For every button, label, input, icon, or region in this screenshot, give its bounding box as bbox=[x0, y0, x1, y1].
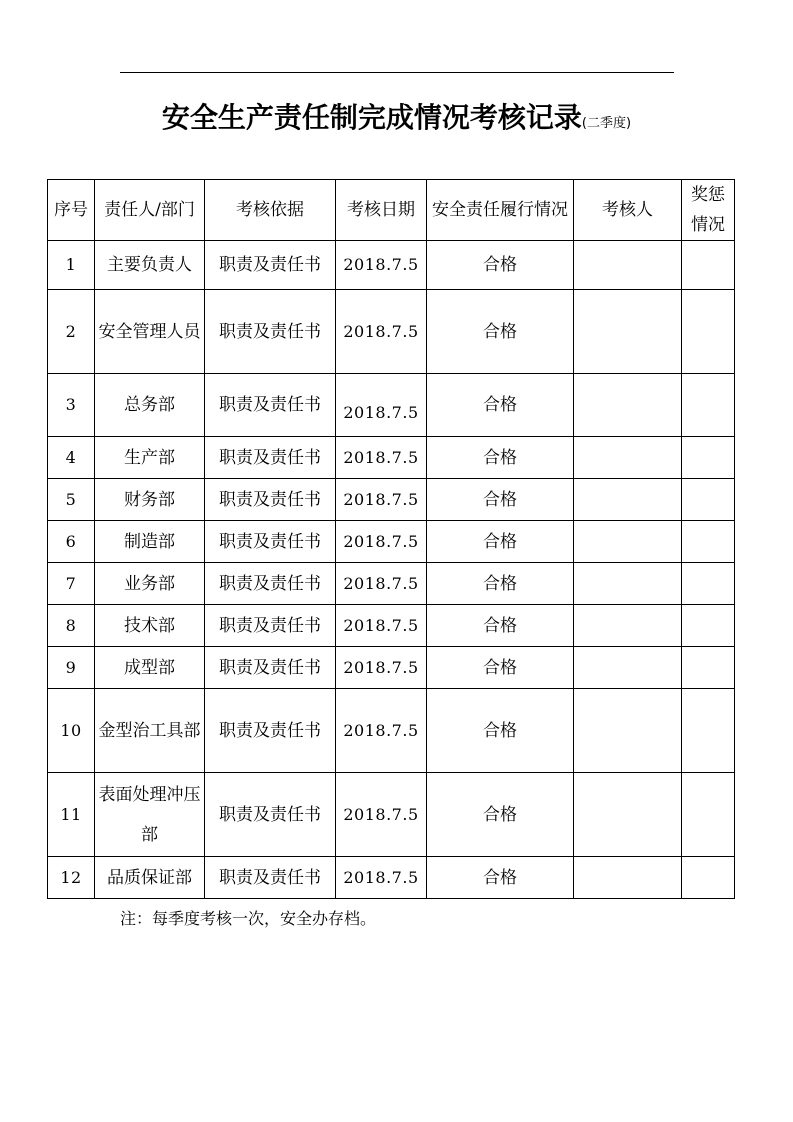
cell-date: 2018.7.5 bbox=[336, 605, 427, 647]
cell-result: 合格 bbox=[427, 563, 574, 605]
cell-basis: 职责及责任书 bbox=[205, 437, 336, 479]
cell-dept: 安全管理人员 bbox=[95, 290, 205, 374]
cell-reward bbox=[682, 437, 735, 479]
cell-seq: 2 bbox=[48, 290, 95, 374]
cell-dept: 生产部 bbox=[95, 437, 205, 479]
footnote: 注：每季度考核一次，安全办存档。 bbox=[120, 909, 377, 928]
cell-seq: 11 bbox=[48, 773, 95, 857]
header-seq: 序号 bbox=[48, 180, 95, 241]
cell-date: 2018.7.5 bbox=[336, 374, 427, 437]
cell-date: 2018.7.5 bbox=[336, 563, 427, 605]
cell-date: 2018.7.5 bbox=[336, 479, 427, 521]
cell-assessor bbox=[574, 437, 682, 479]
table-row bbox=[48, 773, 735, 857]
table-row bbox=[48, 605, 735, 647]
cell-reward bbox=[682, 689, 735, 773]
cell-date: 2018.7.5 bbox=[336, 437, 427, 479]
cell-dept: 表面处理冲压部 bbox=[95, 773, 205, 857]
cell-assessor bbox=[574, 773, 682, 857]
cell-result: 合格 bbox=[427, 437, 574, 479]
cell-reward bbox=[682, 773, 735, 857]
cell-assessor bbox=[574, 857, 682, 899]
cell-basis: 职责及责任书 bbox=[205, 563, 336, 605]
cell-basis: 职责及责任书 bbox=[205, 647, 336, 689]
cell-seq: 6 bbox=[48, 521, 95, 563]
cell-seq: 1 bbox=[48, 241, 95, 290]
cell-seq: 7 bbox=[48, 563, 95, 605]
cell-seq: 3 bbox=[48, 374, 95, 437]
cell-reward bbox=[682, 374, 735, 437]
cell-reward bbox=[682, 605, 735, 647]
table-row bbox=[48, 479, 735, 521]
header-reward: 奖惩情况 bbox=[682, 180, 735, 241]
cell-dept: 成型部 bbox=[95, 647, 205, 689]
assessment-table bbox=[47, 179, 735, 899]
table-header-row bbox=[48, 180, 735, 241]
table-row bbox=[48, 290, 735, 374]
header-dept: 责任人/部门 bbox=[95, 180, 205, 241]
cell-reward bbox=[682, 563, 735, 605]
cell-dept: 业务部 bbox=[95, 563, 205, 605]
cell-dept: 总务部 bbox=[95, 374, 205, 437]
title-quarter: (二季度) bbox=[581, 116, 632, 131]
cell-seq: 8 bbox=[48, 605, 95, 647]
cell-seq: 5 bbox=[48, 479, 95, 521]
cell-result: 合格 bbox=[427, 773, 574, 857]
title-main: 安全生产责任制完成情况考核记录 bbox=[161, 101, 582, 134]
cell-reward bbox=[682, 479, 735, 521]
cell-reward bbox=[682, 241, 735, 290]
table-row bbox=[48, 689, 735, 773]
header-date: 考核日期 bbox=[336, 180, 427, 241]
header-assessor: 考核人 bbox=[574, 180, 682, 241]
cell-basis: 职责及责任书 bbox=[205, 521, 336, 563]
cell-reward bbox=[682, 857, 735, 899]
cell-assessor bbox=[574, 605, 682, 647]
cell-reward bbox=[682, 521, 735, 563]
cell-dept: 主要负责人 bbox=[95, 241, 205, 290]
cell-date: 2018.7.5 bbox=[336, 857, 427, 899]
cell-result: 合格 bbox=[427, 647, 574, 689]
page-title bbox=[0, 96, 793, 136]
cell-result: 合格 bbox=[427, 521, 574, 563]
cell-seq: 4 bbox=[48, 437, 95, 479]
cell-date: 2018.7.5 bbox=[336, 521, 427, 563]
cell-dept: 制造部 bbox=[95, 521, 205, 563]
table-row bbox=[48, 241, 735, 290]
cell-dept: 品质保证部 bbox=[95, 857, 205, 899]
cell-seq: 9 bbox=[48, 647, 95, 689]
cell-basis: 职责及责任书 bbox=[205, 374, 336, 437]
cell-reward bbox=[682, 290, 735, 374]
cell-basis: 职责及责任书 bbox=[205, 857, 336, 899]
cell-dept: 技术部 bbox=[95, 605, 205, 647]
cell-result: 合格 bbox=[427, 479, 574, 521]
cell-seq: 12 bbox=[48, 857, 95, 899]
cell-result: 合格 bbox=[427, 290, 574, 374]
cell-reward bbox=[682, 647, 735, 689]
cell-dept: 财务部 bbox=[95, 479, 205, 521]
cell-dept: 金型治工具部 bbox=[95, 689, 205, 773]
cell-date: 2018.7.5 bbox=[336, 290, 427, 374]
cell-result: 合格 bbox=[427, 605, 574, 647]
header-rule bbox=[120, 72, 674, 73]
cell-result: 合格 bbox=[427, 374, 574, 437]
cell-basis: 职责及责任书 bbox=[205, 290, 336, 374]
table-row bbox=[48, 647, 735, 689]
cell-assessor bbox=[574, 563, 682, 605]
cell-assessor bbox=[574, 647, 682, 689]
cell-result: 合格 bbox=[427, 689, 574, 773]
cell-assessor bbox=[574, 290, 682, 374]
table-row bbox=[48, 437, 735, 479]
cell-assessor bbox=[574, 479, 682, 521]
table-row bbox=[48, 563, 735, 605]
table-row bbox=[48, 857, 735, 899]
cell-basis: 职责及责任书 bbox=[205, 689, 336, 773]
cell-result: 合格 bbox=[427, 241, 574, 290]
cell-assessor bbox=[574, 241, 682, 290]
cell-assessor bbox=[574, 374, 682, 437]
cell-basis: 职责及责任书 bbox=[205, 773, 336, 857]
cell-date: 2018.7.5 bbox=[336, 647, 427, 689]
cell-date: 2018.7.5 bbox=[336, 689, 427, 773]
header-basis: 考核依据 bbox=[205, 180, 336, 241]
cell-basis: 职责及责任书 bbox=[205, 605, 336, 647]
cell-assessor bbox=[574, 689, 682, 773]
cell-assessor bbox=[574, 521, 682, 563]
cell-date: 2018.7.5 bbox=[336, 773, 427, 857]
cell-basis: 职责及责任书 bbox=[205, 241, 336, 290]
cell-result: 合格 bbox=[427, 857, 574, 899]
cell-basis: 职责及责任书 bbox=[205, 479, 336, 521]
table-row bbox=[48, 374, 735, 437]
cell-seq: 10 bbox=[48, 689, 95, 773]
cell-date: 2018.7.5 bbox=[336, 241, 427, 290]
table-row bbox=[48, 521, 735, 563]
header-result: 安全责任履行情况 bbox=[427, 180, 574, 241]
